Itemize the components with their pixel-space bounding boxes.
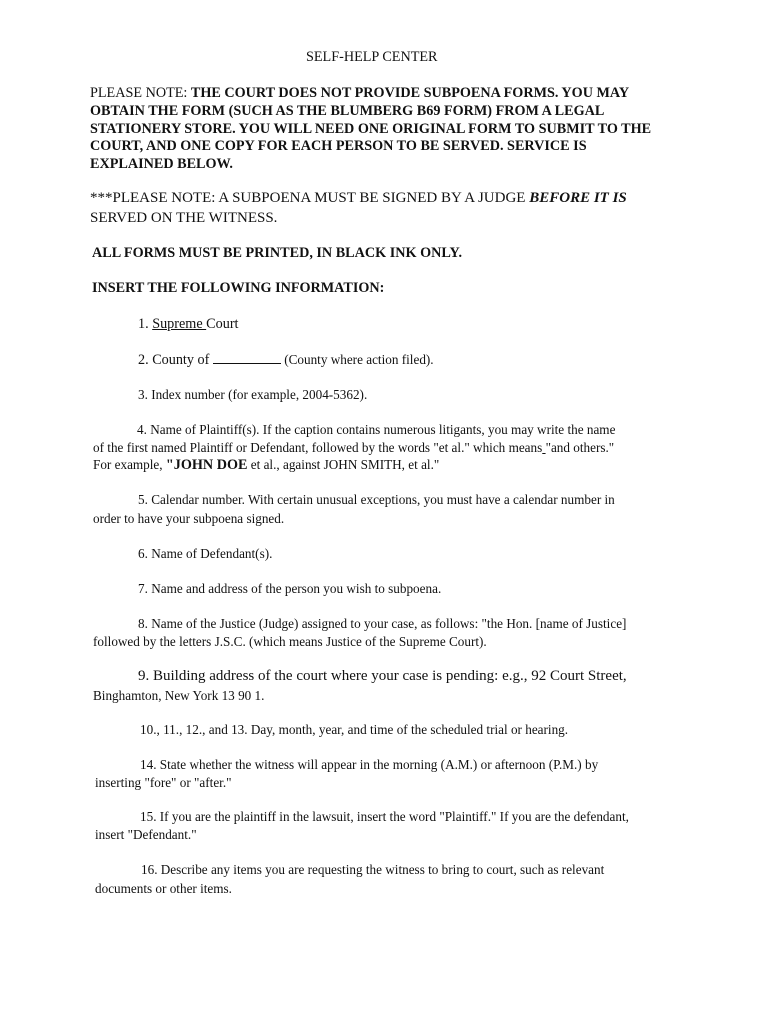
item-15-line1: 15. If you are the plaintiff in the lawsuit, insert the word "Plaintiff." If you are the defendant, — [140, 809, 629, 824]
county-blank-line — [213, 351, 281, 364]
note1-line5: EXPLAINED BELOW. — [90, 156, 233, 172]
item-1-underlined: Supreme — [152, 316, 207, 332]
note2-line1 — [90, 190, 627, 207]
list-item: 10., 11., 12., and 13. Day, month, year, and time of the scheduled trial or hearing. — [140, 722, 569, 737]
item-4-line2 — [93, 439, 614, 456]
note1-line1 — [90, 85, 629, 102]
note2-emphasis: BEFORE IT IS — [529, 190, 627, 206]
note2-line2: SERVED ON THE WITNESS. — [90, 210, 278, 226]
note1-line1-bold: THE COURT DOES NOT PROVIDE SUBPOENA FORMS. YOU MAY — [190, 85, 630, 101]
list-item: 6. Name of Defendant(s). — [138, 546, 273, 561]
item-1-number: 1. — [138, 316, 153, 332]
list-item: 7. Name and address of the person you wish to subpoena. — [138, 581, 442, 596]
item-5-line2: order to have your subpoena signed. — [93, 511, 285, 526]
item-2-text: 2. County of — [138, 352, 213, 368]
note2-text: ***PLEASE NOTE: A SUBPOENA MUST BE SIGNED BY A JUDGE — [90, 190, 530, 206]
item-1-rest: Court — [206, 316, 239, 332]
list-item — [138, 316, 239, 333]
item-4-and-others: "and others." — [545, 440, 615, 455]
item-4-example: For example, — [93, 457, 166, 472]
item-16-line2: documents or other items. — [95, 881, 232, 896]
item-16-line1: 16. Describe any items you are requesting the witness to bring to court, such as relevant — [141, 862, 605, 877]
note1-line2: OBTAIN THE FORM (SUCH AS THE BLUMBERG B69 FORM) FROM A LEGAL — [90, 103, 605, 119]
item-4-line2-text: of the first named Plaintiff or Defendant, followed by the words "et al." which means — [93, 440, 543, 455]
item-8-line1: 8. Name of the Justice (Judge) assigned to your case, as follows: "the Hon. [name of Justice] — [138, 616, 627, 631]
item-4-against: et al., against JOHN SMITH, et al." — [247, 457, 440, 472]
page-title: SELF-HELP CENTER — [306, 49, 438, 65]
note1-line3: STATIONERY STORE. YOU WILL NEED ONE ORIGINAL FORM TO SUBMIT TO THE — [90, 121, 652, 137]
note1-line4: COURT, AND ONE COPY FOR EACH PERSON TO BE SERVED. SERVICE IS — [90, 138, 587, 154]
item-4-line1: 4. Name of Plaintiff(s). If the caption contains numerous litigants, you may write the name — [137, 422, 616, 437]
item-4-john-doe: "JOHN DOE — [165, 457, 248, 473]
item-9-line2: Binghamton, New York 13 90 1. — [93, 688, 265, 703]
insert-heading: INSERT THE FOLLOWING INFORMATION: — [92, 280, 385, 296]
item-2-rest: (County where action filed). — [280, 352, 434, 367]
item-14-line1: 14. State whether the witness will appear in the morning (A.M.) or afternoon (P.M.) by — [140, 757, 599, 772]
note1-prefix: PLEASE NOTE: — [90, 85, 191, 101]
item-14-line2: inserting "fore" or "after." — [95, 775, 232, 790]
list-item: 3. Index number (for example, 2004-5362). — [138, 387, 368, 402]
item-8-line2: followed by the letters J.S.C. (which means Justice of the Supreme Court). — [93, 634, 487, 649]
item-4-line3 — [93, 456, 439, 474]
item-9-line1: 9. Building address of the court where your case is pending: e.g., 92 Court Street, — [138, 668, 627, 684]
all-forms-notice: ALL FORMS MUST BE PRINTED, IN BLACK INK ONLY. — [92, 245, 463, 261]
item-5-line1: 5. Calendar number. With certain unusual exceptions, you must have a calendar number in — [138, 492, 615, 507]
item-15-line2: insert "Defendant." — [95, 827, 197, 842]
list-item — [138, 351, 434, 369]
